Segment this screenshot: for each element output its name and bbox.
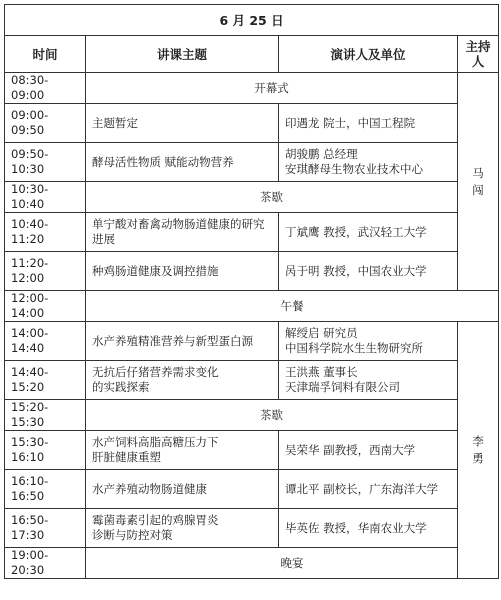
row-speaker: 印遇龙 院士，中国工程院 — [279, 104, 458, 143]
row-session: 晚宴 — [86, 548, 499, 579]
row-time: 10:30-10:40 — [5, 182, 86, 213]
row-topic: 主题暂定 — [86, 104, 279, 143]
row-speaker: 呙于明 教授，中国农业大学 — [279, 252, 458, 291]
row-topic: 水产饲料高脂高糖压力下 肝脏健康重塑 — [86, 431, 279, 470]
row-time: 12:00-14:00 — [5, 291, 86, 322]
header-speaker: 演讲人及单位 — [279, 36, 458, 73]
date-title: 6 月 25 日 — [5, 5, 499, 36]
row-topic: 水产养殖精准营养与新型蛋白源 — [86, 322, 279, 361]
row-session: 午餐 — [86, 291, 499, 322]
row-topic: 水产养殖动物肠道健康 — [86, 470, 279, 509]
row-session: 茶歇 — [86, 400, 458, 431]
agenda-table — [4, 4, 499, 579]
table-row — [5, 104, 499, 143]
row-speaker: 谭北平 副校长，广东海洋大学 — [279, 470, 458, 509]
row-time: 15:20-15:30 — [5, 400, 86, 431]
table-row — [5, 291, 499, 322]
row-time: 16:50-17:30 — [5, 509, 86, 548]
row-speaker: 解绶启 研究员 中国科学院水生生物研究所 — [279, 322, 458, 361]
row-speaker: 胡骏鹏 总经理 安琪酵母生物农业技术中心 — [279, 143, 458, 182]
table-row — [5, 213, 499, 252]
chair-name: 马闯 — [472, 165, 484, 197]
table-row — [5, 431, 499, 470]
row-speaker: 毕英佐 教授，华南农业大学 — [279, 509, 458, 548]
row-session: 茶歇 — [86, 182, 458, 213]
table-row — [5, 509, 499, 548]
table-row — [5, 252, 499, 291]
row-session: 开幕式 — [86, 73, 458, 104]
row-topic: 种鸡肠道健康及调控措施 — [86, 252, 279, 291]
row-time: 10:40-11:20 — [5, 213, 86, 252]
row-time: 19:00-20:30 — [5, 548, 86, 579]
row-topic: 酵母活性物质 赋能动物营养 — [86, 143, 279, 182]
row-topic: 无抗后仔猪营养需求变化 的实践探索 — [86, 361, 279, 400]
header-topic: 讲课主题 — [86, 36, 279, 73]
row-speaker: 丁斌鹰 教授，武汉轻工大学 — [279, 213, 458, 252]
chair-cell — [458, 73, 499, 291]
table-row — [5, 400, 499, 431]
row-topic: 霉菌毒素引起的鸡腺胃炎 诊断与防控对策 — [86, 509, 279, 548]
row-time: 16:10-16:50 — [5, 470, 86, 509]
row-time: 09:50-10:30 — [5, 143, 86, 182]
header-time: 时间 — [5, 36, 86, 73]
row-time: 08:30-09:00 — [5, 73, 86, 104]
table-row — [5, 548, 499, 579]
table-row — [5, 143, 499, 182]
row-time: 15:30-16:10 — [5, 431, 86, 470]
table-row — [5, 361, 499, 400]
row-topic: 单宁酸对畜禽动物肠道健康的研究进展 — [86, 213, 279, 252]
header-chair: 主持人 — [458, 36, 499, 73]
row-time: 14:00-14:40 — [5, 322, 86, 361]
row-speaker: 吴荣华 副教授，西南大学 — [279, 431, 458, 470]
table-row — [5, 322, 499, 361]
chair-name: 李勇 — [472, 434, 484, 465]
table-row — [5, 182, 499, 213]
row-speaker: 王洪燕 董事长 天津瑞孚饲料有限公司 — [279, 361, 458, 400]
row-time: 09:00-09:50 — [5, 104, 86, 143]
table-row — [5, 470, 499, 509]
row-time: 11:20-12:00 — [5, 252, 86, 291]
table-row — [5, 73, 499, 104]
chair-cell — [458, 322, 499, 579]
row-time: 14:40-15:20 — [5, 361, 86, 400]
